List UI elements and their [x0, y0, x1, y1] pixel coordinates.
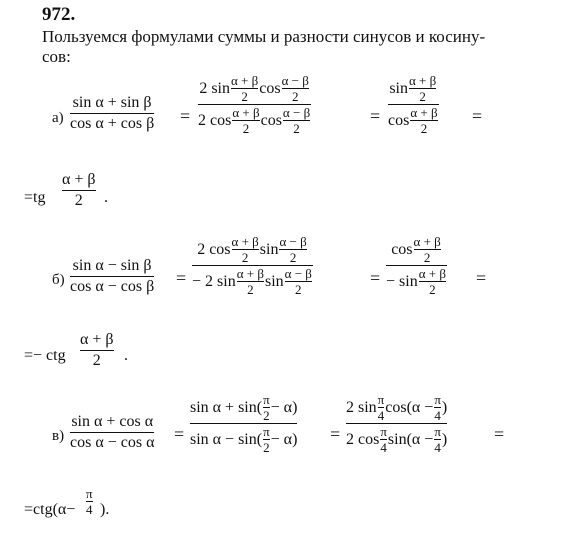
- label-a: а): [52, 110, 64, 126]
- a-right-fraction: sin α + β 2 cos α + β 2: [388, 73, 438, 136]
- a-result-fraction: α + β 2: [62, 171, 96, 209]
- c-result-suffix: ).: [100, 501, 110, 518]
- intro-line-2: сов:: [42, 47, 71, 66]
- a-result-period: .: [104, 189, 108, 206]
- c-right-fraction: 2 sin π 4 cos(α − π 4 ) 2 cos π 4 sin(α − π 4 ): [346, 392, 448, 455]
- label-c: в): [52, 428, 65, 444]
- equals-sign: =: [370, 268, 381, 288]
- intro-line-1: Пользуемся формулами суммы и разности синусов и косину-: [42, 27, 486, 46]
- b-result-prefix: =− ctg: [24, 347, 66, 364]
- equals-sign: =: [330, 424, 341, 444]
- b-lhs-fraction: sin α − sin β cos α − cos β: [70, 257, 155, 295]
- c-result-prefix: =ctg(α−: [24, 501, 76, 518]
- equals-sign: =: [472, 106, 483, 126]
- b-result-fraction: α + β 2: [80, 331, 114, 369]
- label-b: б): [52, 272, 65, 288]
- equals-sign: =: [494, 424, 505, 444]
- a-lhs-fraction: sin α + sin β cos α + cos β: [70, 94, 155, 132]
- equals-sign: =: [370, 106, 381, 126]
- b-result-period: .: [124, 347, 128, 364]
- equals-sign: =: [476, 268, 487, 288]
- a-middle-fraction: 2 sin α + β 2 cos α − β 2 2 cos α + β 2 cos α − β 2: [198, 73, 311, 136]
- problem-number: 972.: [42, 4, 76, 25]
- b-right-fraction: cos α + β 2 − sin α + β 2: [386, 234, 446, 297]
- c-middle-fraction: sin α + sin( π 2 − α) sin α − sin( π 2 − α): [190, 392, 298, 455]
- equals-sign: =: [174, 424, 185, 444]
- c-result-fraction: π 4: [86, 486, 93, 517]
- a-result-prefix: =tg: [24, 189, 46, 206]
- c-lhs-fraction: sin α + cos α cos α − cos α: [70, 413, 155, 451]
- b-middle-fraction: 2 cos α + β 2 sin α − β 2 − 2 sin α + β 2 sin α − β 2: [192, 234, 312, 297]
- equals-sign: =: [176, 268, 187, 288]
- equals-sign: =: [180, 106, 191, 126]
